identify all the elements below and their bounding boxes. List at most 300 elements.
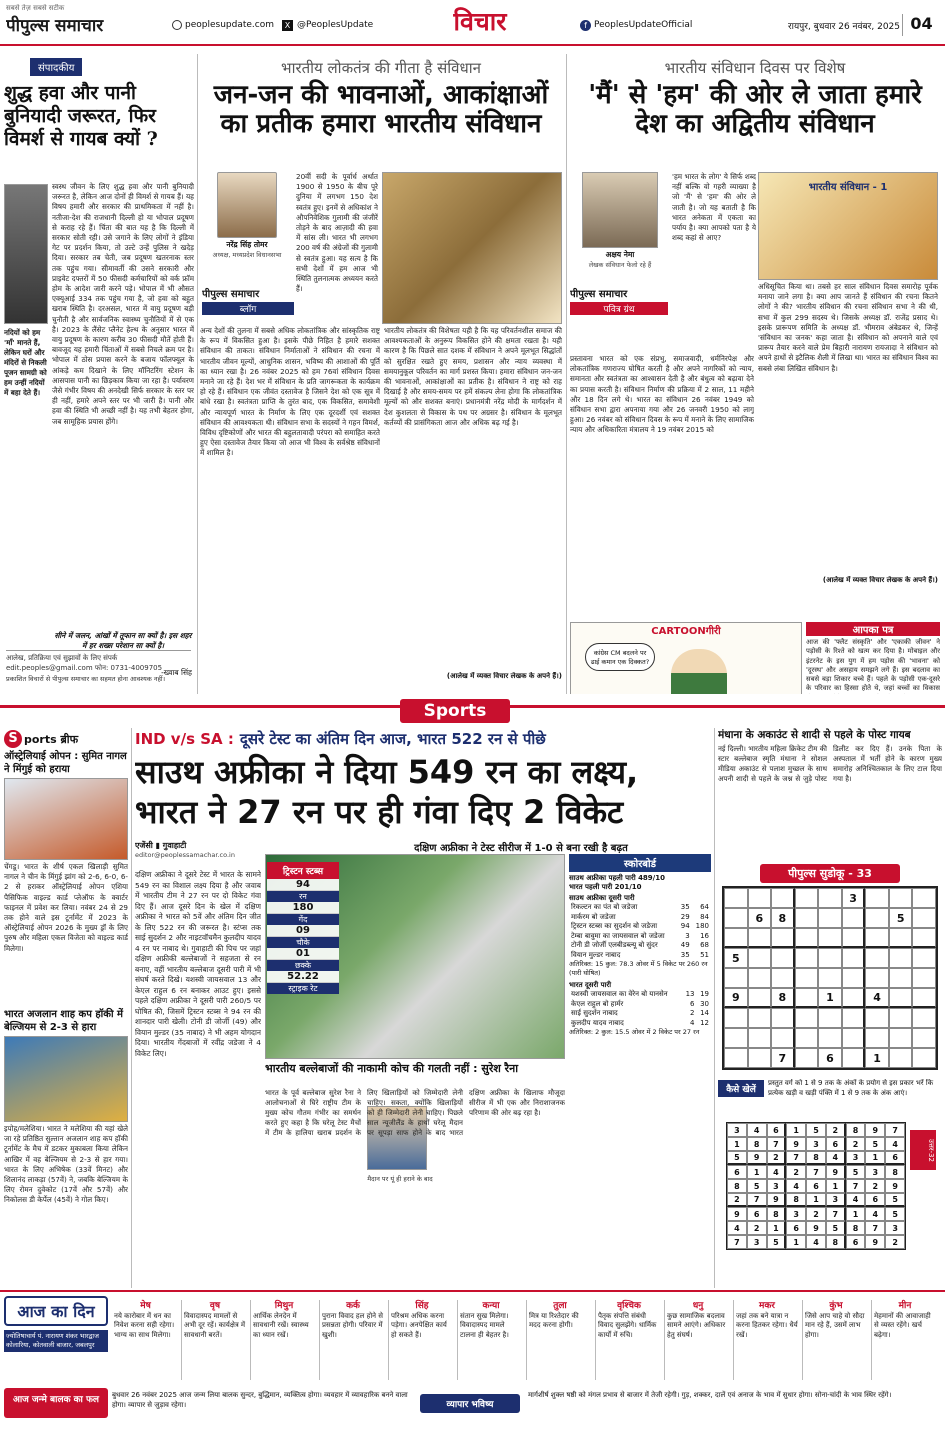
sudoku-cell: 2 (747, 1221, 767, 1235)
stubbs-name: ट्रिस्टन स्टब्स (267, 862, 339, 879)
mandhana-body: नई दिल्ली। भारतीय महिला क्रिकेट टीम की स्टार बल्लेबाज स्मृति मंधाना ने सोशल मीडिया अकाउंट से पलाश मुच्छल के साथ अपनी शादी से पहले के जश्न से जुड़े पोस्ट डिलीट कर दिए हैं। उनके पिता के अस्पताल में भर्ती होने के कारण मुख्य समारोह अनिश्चितकाल के लिए टाल दिया गया है। (718, 744, 942, 783)
sudoku-cell[interactable] (724, 908, 748, 928)
cartoon-bubble: कांग्रेस CM बदलने पर ढाई कमान एक दिक्कत? (585, 643, 655, 671)
sudoku-cell: 1 (826, 1179, 846, 1193)
sudoku-cell: 8 (771, 988, 795, 1008)
score-row: ट्रिस्टन स्टब्स का सुदर्शन बो जडेजा 94 180 (571, 922, 709, 930)
zodiac-name: मेष (140, 1301, 151, 1311)
sudoku-cell: 7 (747, 1193, 767, 1207)
market-title: व्यापार भविष्य (420, 1394, 520, 1413)
stat-value: 94 (267, 879, 339, 891)
stat-value: 180 (267, 902, 339, 914)
stubbs-stats (267, 862, 339, 1052)
zodiac-text: संतान सुख मिलेगा। विवादास्पद मामले टालना ही बेहतर है। (460, 1311, 509, 1339)
sudoku-cell: 9 (767, 1193, 787, 1207)
zodiac-text: विवादास्पद मामलों से अभी दूर रहें। कार्यक्षेत्र में सावधानी बरतें। (184, 1311, 246, 1339)
constitution-cover-image (758, 172, 938, 280)
raina-headline: भारतीय बल्लेबाजों की नाकामी कोच की गलती नहीं : सुरेश रैना (265, 1062, 519, 1075)
sudoku-title: पीपुल्स सुडोकू - 33 (760, 864, 900, 883)
sudoku-cell: 3 (842, 888, 866, 908)
stat-value: 52.22 (267, 971, 339, 983)
sudoku-cell[interactable] (912, 968, 936, 988)
sudoku-cell[interactable] (889, 1028, 913, 1048)
zodiac-text: आर्थिक लेनदेन में सावधानी रखें। स्वास्थ्य का ध्यान रखें। (253, 1311, 309, 1339)
sudoku-cell: 5 (885, 1207, 905, 1221)
brief2-headline: भारत अजलान शाह कप हॉकी में बेल्जियम से 2-3 से हारा (4, 1009, 124, 1033)
sudoku-cell: 2 (826, 1123, 846, 1137)
sudoku-cell: 8 (885, 1165, 905, 1179)
hockey-photo (4, 1036, 128, 1122)
article2-brand: पीपुल्स समाचार (570, 289, 628, 300)
score-row: वियान मुल्डर नाबाद 35 51 (571, 950, 709, 959)
score-row: साई सुदर्शन नाबाद 2 14 (571, 1009, 709, 1017)
sudoku-cell: 6 (818, 1048, 842, 1068)
sudoku-cell[interactable] (724, 888, 748, 908)
sudoku-cell: 9 (826, 1165, 846, 1179)
twitter-link[interactable]: @PeoplesUpdate (297, 20, 374, 30)
author-photo (217, 172, 277, 238)
sudoku-cell[interactable] (889, 988, 913, 1008)
article2-col2: प्रस्तावना भारत को एक संप्रभु, समाजवादी, धर्मनिरपेक्ष और लोकतांत्रिक गणराज्य घोषित करती है और अपने नागरिकों को न्याय, समानता और स्वतंत्रता का आश्वासन देती है और बंधुत्व को बढ़ावा देने का प्रयास करती है। संविधान निर्माण की प्रक्रिया में 2 साल, 11 महीने और 18 दिन लगे थे। भारत का संविधान 26 नवंबर 1949 को संविधान सभा द्वारा अपनाया गया और 26 जनवरी 1950 को लागू हुआ। 26 नवंबर को संविधान दिवस के रूप में मनाने के लिए सामाजिक न्याय और अधिकारिता मंत्रालय ने 19 नवंबर 2015 को (570, 354, 754, 435)
article2-footer: (आलेख में व्यक्त विचार लेखक के अपने हैं।) (822, 576, 938, 584)
zodiac-11 (802, 1300, 869, 1380)
sudoku-cell[interactable] (842, 908, 866, 928)
sudoku-cell: 3 (747, 1235, 767, 1249)
zodiac-7 (526, 1300, 593, 1380)
zodiac-2 (181, 1300, 248, 1380)
sudoku-cell: 1 (786, 1235, 806, 1249)
score-row: मार्करम बो जडेजा 29 84 (571, 912, 709, 921)
sudoku-cell: 5 (767, 1235, 787, 1249)
zodiac-text: जिसे आप चाहे वो सौदा मान रहे हैं, उसमें लाभ होगा। (805, 1311, 865, 1339)
zodiac-3 (250, 1300, 317, 1380)
letters-panel (806, 622, 940, 694)
sudoku-cell: 9 (865, 1123, 885, 1137)
sudoku-cell[interactable] (771, 888, 795, 908)
sudoku-cell: 3 (727, 1123, 747, 1137)
stat-label: चौके (267, 937, 339, 948)
sudoku-cell[interactable] (795, 908, 819, 928)
sudoku-cell[interactable] (748, 1028, 772, 1048)
sudoku-cell[interactable] (842, 988, 866, 1008)
editorial-tag: संपादकीय (30, 58, 82, 76)
author-name: नरेंद्र सिंह तोमर (226, 240, 268, 249)
zodiac-name: कर्क (346, 1301, 360, 1311)
sudoku-cell[interactable] (771, 948, 795, 968)
score-row: यशस्वी जायसवाल का वेरेन बो यानसेन 13 19 (571, 990, 709, 998)
sudoku-cell: 6 (806, 1179, 826, 1193)
sudoku-cell: 9 (786, 1137, 806, 1151)
article1-kicker: भारतीय लोकतंत्र की गीता है संविधान (281, 59, 481, 77)
zodiac-1 (112, 1300, 179, 1380)
sudoku-cell: 3 (846, 1151, 866, 1165)
zodiac-text: परिश्रम अधिक करना पड़ेगा। अनपेक्षित कार्य हो सकते हैं। (391, 1311, 447, 1339)
sudoku-cell[interactable] (818, 928, 842, 948)
zodiac-12 (871, 1300, 938, 1380)
masthead (0, 0, 945, 46)
author2-role: लेखक संविधान फेलो रहे हैं (588, 261, 652, 269)
sudoku-cell: 9 (724, 988, 748, 1008)
river-photo (4, 184, 48, 324)
sudoku-cell[interactable] (889, 1008, 913, 1028)
sudoku-cell[interactable] (818, 968, 842, 988)
sudoku-cell: 5 (806, 1123, 826, 1137)
zodiac-10 (733, 1300, 800, 1380)
sudoku-cell: 9 (885, 1179, 905, 1193)
stat-label: रन (267, 891, 339, 902)
sudoku-cell[interactable] (865, 888, 889, 908)
sudoku-cell: 1 (747, 1165, 767, 1179)
sudoku-cell[interactable] (748, 948, 772, 968)
sudoku-cell[interactable] (818, 1028, 842, 1048)
zodiac-4 (319, 1300, 386, 1380)
sudoku-cell: 5 (846, 1165, 866, 1179)
article-constitution-day (570, 54, 940, 694)
globe-icon (172, 20, 182, 30)
sudoku-cell: 7 (885, 1123, 905, 1137)
sudoku-cell[interactable] (842, 1048, 866, 1068)
sudoku-cell: 8 (786, 1193, 806, 1207)
cricket-kicker-red: IND v/s SA : (135, 730, 234, 748)
page-number: 04 (902, 14, 940, 36)
zodiac-name: वृष (209, 1301, 221, 1311)
editorial-disclaimer: प्रकाशित विचारों से पीपुल्स समाचार का सहमत होना आवश्यक नहीं। (6, 675, 166, 683)
zodiac-name: कुंभ (829, 1301, 843, 1311)
sudoku-cell: 8 (771, 908, 795, 928)
article2-lead: 'हम भारत के लोग' ये सिर्फ शब्द नहीं बल्कि वो गहरी व्याख्या है जो 'मैं' से 'हम' की ओर ले जाती है। जो यह बताती है कि भारत अनेकता में एकता का पर्याय है। क्या आपको पता है ये शब्द कहां से आए? (672, 172, 756, 243)
brief1-body: चेंगडू। भारत के शीर्ष एकल खिलाड़ी सुमित नागल ने चीन के मिंगुई झांग को 2-6, 6-0, 6-2 से हराकर ऑस्ट्रेलियाई ओपन एशिया पैसिफिक वाइल्ड कार्ड प्लेऑफ के क्वार्टर फाइनल में प्रवेश कर लिया। नवंबर 24 से 29 तक होने वाले इस टूर्नामेंट में 2023 के ऑस्ट्रेलियाई ओपन 2026 के मुख्य ड्रॉ के लिए पुरुष और महिला एकल विजेता को वाइल्ड कार्ड मिलेगा। (4, 862, 128, 953)
zodiac-name: मिथुन (274, 1301, 294, 1311)
sudoku-cell[interactable] (889, 948, 913, 968)
zodiac-name: मीन (898, 1301, 912, 1311)
zodiac-name: धनु (692, 1301, 704, 1311)
sudoku-cell: 3 (885, 1221, 905, 1235)
sudoku-cell: 4 (865, 1207, 885, 1221)
sudoku-cell: 2 (767, 1151, 787, 1165)
sudoku-cell[interactable] (842, 948, 866, 968)
sudoku-cell: 1 (727, 1137, 747, 1151)
sudoku-cell: 5 (724, 948, 748, 968)
sudoku-cell: 6 (767, 1123, 787, 1137)
sudoku-cell[interactable] (724, 928, 748, 948)
sudoku-cell: 4 (727, 1221, 747, 1235)
sudoku-cell[interactable] (842, 968, 866, 988)
sudoku-cell[interactable] (724, 1008, 748, 1028)
sudoku-cell: 4 (885, 1137, 905, 1151)
sudoku-cell: 1 (786, 1123, 806, 1137)
scoreboard-title: स्कोरबोर्ड (569, 854, 711, 872)
sudoku-cell[interactable] (795, 928, 819, 948)
sudoku-cell[interactable] (724, 968, 748, 988)
sudoku-cell[interactable] (912, 1048, 936, 1068)
sudoku-cell: 3 (786, 1207, 806, 1221)
sudoku-cell[interactable] (724, 1048, 748, 1068)
birthday-text: बुधवार 26 नवंबर 2025 आज जन्म लिया बालक सुन्दर, बुद्धिमान, व्यक्तित्व होगा। व्यवहार में व्यावहारिक बनने वाला होगा। व्यापार से जुड़ाव रहेगा। (112, 1391, 408, 1409)
sudoku-cell: 3 (826, 1193, 846, 1207)
sudoku-cell: 4 (747, 1123, 767, 1137)
sudoku-cell[interactable] (865, 968, 889, 988)
sudoku-cell[interactable] (748, 1048, 772, 1068)
sudoku-cell: 8 (727, 1179, 747, 1193)
brief1-headline: ऑस्ट्रेलियाई ओपन : सुमित नागल ने मिंगुई को हराया (4, 751, 127, 775)
sudoku-cell[interactable] (865, 908, 889, 928)
cricket-story-body: दक्षिण अफ्रीका ने दूसरे टेस्ट में भारत के सामने 549 रन का विशाल लक्ष्य दिया है और जवाब में भारतीय टीम ने 27 रन पर दो विकेट गंवा दिए हैं। आज दूसरे दिन के खेल में दक्षिण अफ्रीका ने भारत को 5वें और अंतिम दिन जीत के लिए 522 रन की जरूरत है। स्टंप्स तक साई सुदर्शन 2 और नाइटवॉचमैन कुलदीप यादव 4 रन पर नाबाद थे। गुवाहाटी की पिच पर जहां दक्षिण अफ्रीकी बल्लेबाजों ने सहजता से रन बनाए, वहीं भारतीय बल्लेबाज दूसरी पारी में भी संघर्ष करते दिखे। यशस्वी जायसवाल 13 और केएल राहुल 6 रन बनाकर आउट हुए। इससे पहले दक्षिण अफ्रीका ने दूसरी पारी 260/5 पर घोषित की, जिसमें ट्रिस्टन स्टब्स ने 94 रन की शानदार पारी खेली। टोनी डी जोर्जी (49) और वियान मुल्डर (35 नाबाद) ने भी अहम योगदान दिया। भारतीय गेंदबाजों में रवींद्र जडेजा ने 4 विकेट लिए। (135, 870, 261, 1058)
panchang: ज्योतिषाचार्य पं. नारायण शंकर भारद्वाज कोलारिया, कोतवाली बाजार, जबलपुर (4, 1330, 108, 1352)
score-row: केएल राहुल बो हार्मर 6 30 (571, 999, 709, 1008)
zodiac-name: तुला (553, 1301, 567, 1311)
sudoku-cell[interactable] (795, 968, 819, 988)
sudoku-cell[interactable] (818, 888, 842, 908)
sudoku-cell: 2 (846, 1137, 866, 1151)
sudoku-cell[interactable] (795, 988, 819, 1008)
sudoku-cell: 4 (786, 1179, 806, 1193)
sudoku-cell: 1 (865, 1151, 885, 1165)
sudoku-cell: 6 (747, 1207, 767, 1221)
sudoku-answer-grid (726, 1122, 906, 1250)
zodiac-8 (595, 1300, 662, 1380)
sudoku-cell[interactable] (912, 1028, 936, 1048)
sudoku-cell: 9 (865, 1235, 885, 1249)
sudoku-cell: 1 (767, 1221, 787, 1235)
sudoku-cell: 4 (806, 1235, 826, 1249)
sudoku-cell: 8 (806, 1151, 826, 1165)
editorial-sidebar: नदियों को हम 'माँ' मानते हैं, लेकिन घरों और मंदिरों से निकली पूजन सामग्री को हम उन्हीं नदियों में बहा देते हैं। (4, 328, 47, 397)
sa2-table (569, 903, 711, 960)
mandhana-headline: मंधाना के अकाउंट से शादी से पहले के पोस्ट गायब (718, 729, 911, 741)
sudoku-cell[interactable] (912, 948, 936, 968)
blog-brand: पीपुल्स समाचार (202, 289, 260, 300)
sudoku-cell[interactable] (912, 988, 936, 1008)
sa2-extras: अतिरिक्त: 15 कुल: 78.3 ओवर में 5 विकेट पर 260 रन (पारी घोषित) (569, 960, 708, 977)
raina-body: भारत के पूर्व बल्लेबाज सुरेश रैना ने आलोचनाओं से घिरे राष्ट्रीय टीम के मुख्य कोच गौतम गंभीर का समर्थन करते हुए कहा है कि घरेलू टेस्ट मैचों में टीम के हालिया खराब प्रदर्शन के लिए खिलाड़ियों को जिम्मेदारी लेनी चाहिए। सकता, क्योंकि खिलाड़ियों को ही जिम्मेदारी लेनी चाहिए। पिछले साल न्यूजीलैंड के हाथों घरेलू मैदान पर सूपड़ा साफ होने के बाद भारत दक्षिण अफ्रीका के खिलाफ मौजूदा सीरीज में भी एक और निराशाजनक परिणाम की ओर बढ़ रहा है। (265, 1088, 565, 1137)
zodiac-9 (664, 1300, 731, 1380)
sudoku-cell: 5 (865, 1137, 885, 1151)
article1-footer: (आलेख में व्यक्त विचार लेखक के अपने हैं।) (446, 672, 562, 680)
sudoku-cell: 4 (826, 1151, 846, 1165)
sudoku-cell: 6 (865, 1193, 885, 1207)
book-caption: भारतीय संविधान - 1 (808, 182, 888, 193)
editorial-poem: सीने में जलन, आंखों में तूफान सा क्यों है। इस शहर में हर शख्स परेशान सा क्यों है। (54, 631, 192, 650)
zodiac-name: मकर (759, 1301, 775, 1311)
cricket-subhead: दक्षिण अफ्रीका ने टेस्ट सीरीज में 1-0 से बना रखी है बढ़त (414, 843, 628, 854)
sudoku-cell[interactable] (912, 908, 936, 928)
article1-lead: 20वीं सदी के पूर्वार्ध अर्थात 1900 से 1950 के बीच पूरे दुनिया में लगभग 150 देश स्वतंत्र हुए। इनमें से अधिकांश ने औपनिवेशिक गुलामी की जंजीरें तोड़ने के बाद आज़ादी की हवा में सांस ली। भारत भी लगभग 200 वर्ष की अंग्रेजों की गुलामी से स्वतंत्र हुआ। यह सत्य है कि सभी देशों में हम आज भी स्थिति तुलनात्मक अध्ययन करते हैं। (296, 172, 378, 294)
sudoku-cell: 8 (767, 1207, 787, 1221)
zodiac-name: वृश्चिक (617, 1301, 641, 1311)
sudoku-cell[interactable] (818, 908, 842, 928)
scoreboard (569, 854, 711, 1284)
article2-body: अधिसूचित किया था। तबसे हर साल संविधान दिवस समारोह पूर्वक मनाया जाने लगा है। क्या आप जानते हैं संविधान की रचना कितने लोगों ने की? भारतीय संविधान की रचना संविधान सभा ने की थी, सभा में कुल 299 सदस्य थे। जिसके अध्यक्ष डॉ. राजेंद्र प्रसाद थे। इसके प्रारूपण समिति के अध्यक्ष डॉ. भीमराव अंबेडकर थे, जिन्हें 'संविधान का जनक' कहा जाता है। संविधान को अपनाने वाले एवं प्रारूप तैयार करने वाले प्रेम बिहारी नारायण रायजादा ने संविधान को अपने हाथों से इटैलिक शैली में लिखा था। भारत का संविधान विश्व का सबसे लंबा लिखित संविधान है। (758, 282, 938, 373)
score-row: टोनी डी जोर्जी एलबीडब्ल्यू बो सुंदर 49 68 (571, 941, 709, 949)
birthday-title: आज जन्मे बालक का फल (4, 1388, 108, 1418)
article1-col3: भारतीय लोकतंत्र की विशेषता यही है कि यह परिवर्तनशील समाज की आवश्यकताओं के अनुरूप विकसित होने की क्षमता रखता है। यही कारण है कि पिछले सात दशक में संविधान ने अपने मूलभूत सिद्धांतों को सुरक्षित रखते हुए समय, प्रशासन और न्याय व्यवस्था में समयानुकूल परिवर्तन का मार्ग प्रशस्त किया। हमारा संविधान जन-जन की भावनाओं, आकांक्षाओं का प्रतीक है। संविधान ने राष्ट्र को राह दिखाई है और समय-समय पर हमें संकल्प लेना होगा कि लोकतांत्रिक मूल्यों को और सशक्त बनाएं। प्रधानमंत्री नरेंद्र मोदी के मार्गदर्शन में देश कुशलता से विकास के पथ पर अग्रसर है। संविधान के मूलभूत कर्तव्यों की प्रासंगिकता आज और अधिक बढ़ गई है। (384, 326, 562, 427)
sudoku-cell: 2 (865, 1179, 885, 1193)
sudoku-cell: 8 (747, 1137, 767, 1151)
sudoku-cell[interactable] (865, 948, 889, 968)
stat-label: गेंद (267, 914, 339, 925)
zodiac-6 (457, 1300, 524, 1380)
sudoku-cell: 7 (786, 1151, 806, 1165)
nagal-photo (4, 778, 128, 860)
brand-logo[interactable]: पीपुल्स समाचार (6, 16, 104, 36)
sudoku-cell: 7 (727, 1235, 747, 1249)
sudoku-cell: 4 (846, 1193, 866, 1207)
sudoku-cell[interactable] (889, 928, 913, 948)
sudoku-cell: 9 (806, 1221, 826, 1235)
sudoku-cell: 6 (727, 1165, 747, 1179)
brief2-body: इपोह/मलेशिया। भारत ने मलेशिया की यहां खेले जा रहे प्रतिष्ठित सुल्तान अजलान शाह कप हॉकी टूर्नामेंट के मैच में डटकर मुकाबला किया लेकिन आखिर में वह बेल्जियम से 2-3 से हार गया। भारत के लिए अभिषेक (33वें मिनट) और शिलानंद लाकड़ा (57वें) ने, जबकि बेल्जियम के लिए रोमन दुवेकोट (17वें और 57वें) और निकोलस डी केर्पेल (45वें) ने गोल किए। (4, 1124, 128, 1205)
market-text: मार्गशीर्ष शुक्ल षष्ठी को मंगल प्रभाव से बाजार में तेजी रहेगी। गुड़, शक्कर, दालें एवं अनाज के भाव में सुधार होगा। सोना-चांदी के भाव स्थिर रहेंगे। (528, 1391, 892, 1399)
sudoku-cell[interactable] (795, 888, 819, 908)
sudoku-cell: 8 (846, 1221, 866, 1235)
sudoku-cell[interactable] (748, 888, 772, 908)
zodiac-text: कुछ सामाजिक बदलाव सामने आएंगे। अधिकार हेतु संघर्ष। (667, 1311, 726, 1339)
masthead-tagline: सबसे तेज़ सबसे सटीक (6, 4, 65, 12)
sudoku-cell[interactable] (771, 1028, 795, 1048)
facebook-icon: f (580, 20, 591, 31)
author2-name: अक्षय नेमा (605, 250, 635, 259)
sudoku-cell[interactable] (748, 1008, 772, 1028)
sudoku-cell: 3 (767, 1179, 787, 1193)
sudoku-cell: 5 (889, 908, 913, 928)
sudoku-cell[interactable] (818, 948, 842, 968)
sudoku-cell: 2 (727, 1193, 747, 1207)
sudoku-cell[interactable] (889, 888, 913, 908)
sudoku-cell[interactable] (771, 1008, 795, 1028)
horoscope-title: आज का दिन (4, 1296, 108, 1326)
cartoon-title: CARTOONगीरी (651, 626, 721, 637)
score-row: कुलदीप यादव नाबाद 4 12 (571, 1018, 709, 1027)
sudoku-cell[interactable] (795, 948, 819, 968)
howto-text: प्रस्तुत वर्ग को 1 से 9 तक के अंकों के प्रयोग से इस प्रकार भरें कि प्रत्येक खड़ी व खड़ी पंक्ति में 1 से 9 तक के अंक आएं। (768, 1079, 934, 1097)
author2-photo (582, 172, 658, 248)
article1-body: अन्य देशों की तुलना में सबसे अधिक लोकतांत्रिक और सांस्कृतिक राष्ट्र के रूप में विकसित हुआ है। इसके पीछे निहित है हमारे सशक्त संविधान की ताकत। संविधान निर्माताओं ने संविधान की रचना में भारतीय जीवन मूल्यों, आधुनिक शासन, भविष्य की आशाओं की पूर्ति का ध्यान रखा है। 26 नवंबर 2025 को हम 76वां संविधान दिवस मनाने जा रहे हैं। देश भर में संविधान के प्रति जागरूकता के कार्यक्रम हो रहे हैं। संविधान एक जीवंत दस्तावेज है जिसने देश को एक सूत्र में बांधे रखा है। स्वतंत्रता प्राप्ति के तुरंत बाद, एक विकसित, समावेशी और न्यायपूर्ण भारत के निर्माण के लिए एक दूरदर्शी एवं सशक्त संविधान की आवश्यकता थी। संविधान सभा के सदस्यों ने गहन विमर्श, विविध दृष्टिकोणों और भारत की बहुलतावादी परंपरा को समाहित करते हुए ऐसा दस्तावेज तैयार किया जो आज भी विश्व के सर्वश्रेष्ठ संविधानों में शामिल है। (200, 326, 380, 458)
sudoku-cell[interactable] (889, 1048, 913, 1068)
sudoku-cell: 5 (747, 1179, 767, 1193)
sudoku-cell[interactable] (795, 1048, 819, 1068)
zodiac-text: मित्र या रिश्तेदार की मदद करना होगी। (529, 1311, 579, 1329)
sudoku-cell[interactable] (771, 928, 795, 948)
sudoku-cell[interactable] (889, 968, 913, 988)
editorial-contact: आलेख, प्रतिक्रिया एवं सुझावों के लिए संपर्क edit.peoples@gmail.com फोन: 0731-4009705 (6, 650, 191, 673)
editorial-poet: -ख्वाब सिंह (161, 668, 192, 677)
sudoku-cell: 2 (806, 1207, 826, 1221)
sudoku-cell[interactable] (842, 928, 866, 948)
sudoku-cell: 4 (767, 1165, 787, 1179)
sudoku-cell: 5 (727, 1151, 747, 1165)
sudoku-cell: 6 (885, 1151, 905, 1165)
score-row: टेम्बा बावुमा का जायसवाल बो जडेजा 3 16 (571, 931, 709, 940)
sudoku-cell[interactable] (912, 1008, 936, 1028)
score-row: रिकल्टन का पंत बो जडेजा 35 64 (571, 903, 709, 911)
sudoku-cell[interactable] (865, 1008, 889, 1028)
zodiac-5 (388, 1300, 455, 1380)
sudoku-cell[interactable] (795, 1008, 819, 1028)
sudoku-cell[interactable] (912, 888, 936, 908)
sports-brief-title: ports ब्रीफ (24, 732, 79, 746)
sports-brief-s: S (4, 730, 22, 748)
cricket-story (135, 728, 711, 1288)
cartoon-panel (570, 622, 802, 694)
editorial-headline: शुद्ध हवा और पानी बुनियादी जरूरत, फिर विमर्श से गायब क्यों ? (4, 82, 158, 150)
cricket-email: editor@peoplessamachar.co.in (135, 851, 235, 859)
ind-first-innings: भारत पहली पारी 201/10 (569, 883, 642, 891)
sudoku-cell[interactable] (865, 1028, 889, 1048)
sudoku-cell[interactable] (771, 968, 795, 988)
facebook-link[interactable]: PeoplesUpdateOfficial (594, 20, 693, 30)
sudoku-cell[interactable] (748, 968, 772, 988)
howto-title: कैसे खेलें (718, 1080, 764, 1097)
zodiac-name: सिंह (415, 1301, 429, 1311)
sudoku-cell: 6 (786, 1221, 806, 1235)
sa-first-innings: साउथ अफ्रीका पहली पारी 489/10 (569, 874, 665, 882)
sudoku-cell: 5 (826, 1221, 846, 1235)
sudoku-cell[interactable] (795, 1028, 819, 1048)
sudoku-cell: 2 (885, 1235, 905, 1249)
sudoku-cell[interactable] (724, 1028, 748, 1048)
cartoon-figure (671, 649, 727, 694)
sudoku-cell: 7 (846, 1179, 866, 1193)
zodiac-text: पुराना विवाद हल होने से प्रसन्नता होगी। परिवार में खुशी। (322, 1311, 383, 1339)
article1-headline: जन-जन की भावनाओं, आकांक्षाओं का प्रतीक हमारा भारतीय संविधान (213, 80, 549, 140)
ind2-table (569, 990, 711, 1028)
sudoku-cell[interactable] (748, 928, 772, 948)
cricket-kicker: दूसरे टेस्ट का अंतिम दिन आज, भारत 522 रन से पीछे (239, 730, 546, 748)
sudoku-cell: 2 (786, 1165, 806, 1179)
zodiac-text: पैतृक संपत्ति संबंधी विवाद सुलझेंगे। धार्मिक कार्यों में रुचि। (598, 1311, 657, 1339)
sudoku-cell[interactable] (912, 928, 936, 948)
sudoku-cell: 1 (818, 988, 842, 1008)
sa-second-innings: साउथ अफ्रीका दूसरी पारी (569, 894, 635, 902)
x-icon: X (282, 20, 293, 31)
sudoku-cell: 1 (865, 1048, 889, 1068)
blog-tag: ब्लॉग (202, 302, 294, 315)
sudoku-cell: 1 (806, 1193, 826, 1207)
sudoku-cell: 8 (826, 1235, 846, 1249)
mandhana-story (718, 728, 942, 868)
cricket-agency: एजेंसी ▮ गुवाहाटी (135, 841, 187, 850)
sudoku-grid[interactable] (722, 886, 938, 1070)
sudoku-cell[interactable] (818, 1008, 842, 1028)
zodiac-text: मेहमानों की आवाजाही से व्यस्त रहेंगे। खर्च बढ़ेगा। (874, 1311, 931, 1339)
website-link[interactable]: peoplesupdate.com (185, 20, 274, 30)
sudoku-cell: 6 (826, 1137, 846, 1151)
sudoku-cell: 7 (771, 1048, 795, 1068)
constitution-book-image (382, 172, 562, 324)
zodiac-text: जहां तक बने यात्रा न करना हितकर रहेगा। धैर्य रखें। (736, 1311, 798, 1339)
letter-body: आज की 'फ्लैट संस्कृति' और 'एकाकी जीवन' ने पड़ोसी के रिश्ते को खत्म कर दिया है। मोबाइल और इंटरनेट के इस युग में हम पड़ोस की 'भावना' को 'दूरस्थ' और असहाय समझने लगे हैं। इस बदलाव का सबसे बड़ा शिकार बच्चे हैं। पहले के पड़ोसी एक-दूसरे के परिवार का हिस्सा होते थे, जहां बच्चों का विकास (806, 638, 940, 693)
sudoku-cell: 1 (846, 1207, 866, 1221)
sudoku-cell[interactable] (865, 928, 889, 948)
sports-brief-column (4, 730, 128, 1286)
sudoku-cell[interactable] (842, 1008, 866, 1028)
letters-title: आपका पत्र (806, 622, 940, 636)
sudoku-cell: 8 (846, 1123, 866, 1137)
zodiac-name: कन्या (482, 1301, 500, 1311)
sudoku-cell: 6 (846, 1235, 866, 1249)
sudoku-cell: 3 (865, 1165, 885, 1179)
article2-headline: 'मैं' से 'हम' की ओर ले जाता हमारे देश का अद्वितीय संविधान (588, 80, 922, 140)
editorial-body: स्वस्थ जीवन के लिए शुद्ध हवा और पानी बुनियादी जरूरत है, लेकिन आज दोनों ही विमर्श से गायब हैं। यह विषय हमारी और सरकार की प्राथमिकता में नहीं है। नतीजा-देश की राजधानी दिल्ली हो या भोपाल प्रदूषण से कराह रहे हैं। चिंता की बात यह है कि दिल्ली में सरकार सोती रही। उसे जगाने के लिए लोगों ने इंडिया गेट पर प्रदर्शन किया, तो उल्टे उन्हें पुलिस ने खदेड़ दिया। सरकार तब चेती, जब प्रदूषण खतरनाक स्तर तक पहुंच गया। सीमावर्ती की उसने सरकारी और प्राइवेट दफ्तरों में 50 फीसदी कर्मचारियों को वर्क फ्रॉम होम के आदेश जारी करने पड़े। भोपाल में भी औसत एक्यूआई 334 तक पहुंच गया है, जो हवा को बहुत खराब स्थिति है। दरअसल, भारत में वायु प्रदूषण बड़ी चुनौती है और सार्वजनिक स्वास्थ्य चुनौतियों में से एक है। 2023 के लैंसेट प्लैनेट हेल्थ के अनुसार भारत में वायु प्रदूषण के कारण करीब 30 फीसदी मौतें होती हैं। बावजूद यह हमारी चिंताओं में सबसे निचले क्रम पर है। भोपाल में ठोस प्रयास करने के बजाय फॉलफ्यूल के आंकड़े कम दिखाने के लिए मॉनिटरिंग स्टेशन के आसपास पानी का छिड़काव किया जा रहा है। पर्यावरण जैसे गंभीर विषय की अनदेखी सिर्फ सरकार के स्तर पर ही नहीं, हमारे अपने स्तर पर भी जारी है। पानी और हवा की स्थिति भी अच्छी नहीं है। यह तभी बेहतर होगा, जब सामूहिक प्रयास होंगे। (52, 182, 194, 426)
sudoku-cell: 7 (865, 1221, 885, 1235)
cricket-headline: साउथ अफ्रीका ने दिया 549 रन का लक्ष्य, भारत ने 27 रन पर ही गंवा दिए 2 विकेट (135, 753, 639, 831)
stat-value: 01 (267, 948, 339, 960)
sudoku-cell: 4 (865, 988, 889, 1008)
horoscope-header (4, 1296, 108, 1382)
sudoku-cell[interactable] (842, 1028, 866, 1048)
answer-label: उत्तर-32 (910, 1130, 936, 1170)
sudoku-cell[interactable] (748, 988, 772, 1008)
